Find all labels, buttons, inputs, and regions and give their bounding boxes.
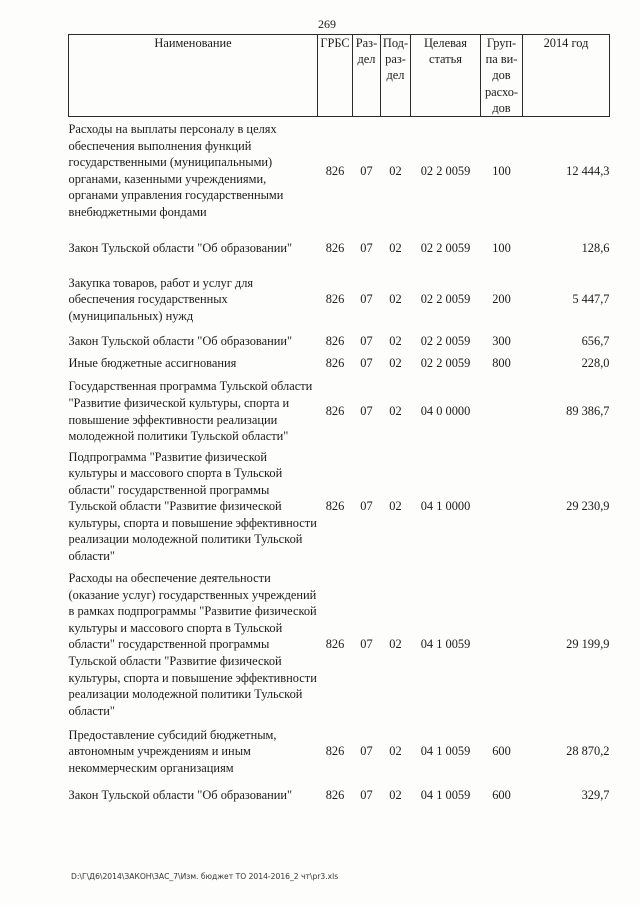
- row-grbs: 826: [325, 499, 345, 514]
- row-name: Закон Тульской области "Об образовании": [68, 788, 293, 803]
- row-group: [481, 565, 523, 725]
- table-row: [69, 449, 610, 565]
- row-name: Расходы на выплаты персоналу в целях обеспечения выполнения функций государственными (муниципальными) органами, казенными учреждениями, органами управления государственными внебюджетными фондами: [68, 121, 284, 219]
- row-target: 04 1 0059: [420, 744, 471, 759]
- row-razdel: 07: [360, 788, 373, 803]
- row-name: Расходы на обеспечение деятельности (оказание услуг) государственных учреждений в рамках подпрограммы "Развитие физической культуры и массового спорта в Тульской области" государственной программы Тульской области "Развитие физической культуры, спорта и повышение эффективности реализации молодежной политики Тульской области": [68, 571, 317, 718]
- row-group: 600: [492, 744, 511, 759]
- row-name: Предоставление субсидий бюджетным, автономным учреждениям и иным некоммерческим организациям: [68, 727, 277, 775]
- row-group: 800: [492, 355, 511, 370]
- row-amount: 29 230,9: [566, 499, 610, 514]
- page-number: 269: [318, 17, 336, 31]
- row-target: 02 2 0059: [420, 164, 471, 179]
- row-grbs: 826: [325, 241, 345, 256]
- row-podrazdel: 02: [389, 241, 402, 256]
- row-amount: 28 870,2: [566, 744, 610, 759]
- row-group: 600: [492, 788, 511, 803]
- row-razdel: 07: [360, 334, 373, 349]
- row-amount: 29 199,9: [566, 637, 610, 652]
- row-razdel: 07: [360, 499, 373, 514]
- header-razdel: Раз- дел: [353, 35, 381, 117]
- table-row: [69, 725, 610, 779]
- row-amount: 329,7: [581, 788, 610, 803]
- row-target: 02 2 0059: [420, 334, 471, 349]
- header-name: Наименование: [69, 35, 318, 117]
- row-group: [481, 449, 523, 565]
- row-grbs: 826: [325, 334, 345, 349]
- row-grbs: 826: [325, 744, 345, 759]
- row-podrazdel: 02: [389, 164, 402, 179]
- row-amount: 228,0: [581, 355, 610, 370]
- row-podrazdel: 02: [389, 788, 402, 803]
- row-razdel: 07: [360, 355, 373, 370]
- row-amount: 89 386,7: [566, 404, 610, 419]
- header-target: Целевая статья: [411, 35, 481, 117]
- row-target: 02 2 0059: [420, 292, 471, 307]
- row-podrazdel: 02: [389, 355, 402, 370]
- row-amount: 656,7: [581, 334, 610, 349]
- row-podrazdel: 02: [389, 404, 402, 419]
- row-podrazdel: 02: [389, 499, 402, 514]
- table-row: [69, 227, 610, 271]
- row-grbs: 826: [325, 292, 345, 307]
- row-group: 300: [492, 334, 511, 349]
- row-grbs: 826: [325, 164, 345, 179]
- row-grbs: 826: [325, 355, 345, 370]
- table-row: [69, 565, 610, 725]
- row-target: 04 1 0059: [420, 788, 471, 803]
- table-row: [69, 355, 610, 375]
- row-target: 04 1 0000: [420, 499, 471, 514]
- row-group: 200: [492, 292, 511, 307]
- table-row: [69, 271, 610, 329]
- row-group: 100: [492, 241, 511, 256]
- row-name: Закон Тульской области "Об образовании": [68, 334, 293, 349]
- file-path-footer: D:\Г\Д6\2014\ЗАКОН\ЗАС_7\Изм. бюджет ТО 2014-2016_2 чт\pr3.xls: [71, 872, 339, 881]
- row-name: Подпрограмма "Развитие физической культуры и массового спорта в Тульской области" государственной программы Тульской области "Развитие физической культуры, спорта и повышение эффективности реализации молодежной политики Тульской области": [68, 449, 317, 564]
- row-podrazdel: 02: [389, 292, 402, 307]
- row-target: 04 1 0059: [420, 637, 471, 652]
- row-podrazdel: 02: [389, 334, 402, 349]
- row-razdel: 07: [360, 292, 373, 307]
- table-row: [69, 375, 610, 449]
- row-razdel: 07: [360, 164, 373, 179]
- row-group: 100: [492, 164, 511, 179]
- row-podrazdel: 02: [389, 637, 402, 652]
- row-name: Закупка товаров, работ и услуг для обеспечения государственных (муниципальных) нужд: [68, 275, 254, 323]
- header-podrazdel: Под- раз- дел: [381, 35, 411, 117]
- row-grbs: 826: [325, 404, 345, 419]
- table-row: [69, 117, 610, 227]
- row-razdel: 07: [360, 241, 373, 256]
- row-group: [481, 375, 523, 449]
- row-target: 04 0 0000: [420, 404, 471, 419]
- row-amount: 5 447,7: [572, 292, 610, 307]
- row-target: 02 2 0059: [420, 241, 471, 256]
- header-row: [69, 35, 610, 117]
- row-razdel: 07: [360, 744, 373, 759]
- row-grbs: 826: [325, 637, 345, 652]
- header-group: Груп- па ви- дов расхо- дов: [481, 35, 523, 117]
- table-row: [69, 779, 610, 813]
- table-row: [69, 329, 610, 355]
- row-name: Государственная программа Тульской области "Развитие физической культуры, спорта и повышение эффективности реализации молодежной политики Тульской области": [68, 379, 313, 444]
- row-razdel: 07: [360, 404, 373, 419]
- header-year: 2014 год: [523, 35, 610, 117]
- row-name: Иные бюджетные ассигнования: [68, 355, 237, 370]
- budget-table: [68, 34, 610, 813]
- header-grbs: ГРБС: [318, 35, 353, 117]
- row-razdel: 07: [360, 637, 373, 652]
- row-podrazdel: 02: [389, 744, 402, 759]
- row-grbs: 826: [325, 788, 345, 803]
- row-amount: 128,6: [581, 241, 610, 256]
- row-target: 02 2 0059: [420, 355, 471, 370]
- row-name: Закон Тульской области "Об образовании": [68, 241, 293, 256]
- row-amount: 12 444,3: [566, 164, 610, 179]
